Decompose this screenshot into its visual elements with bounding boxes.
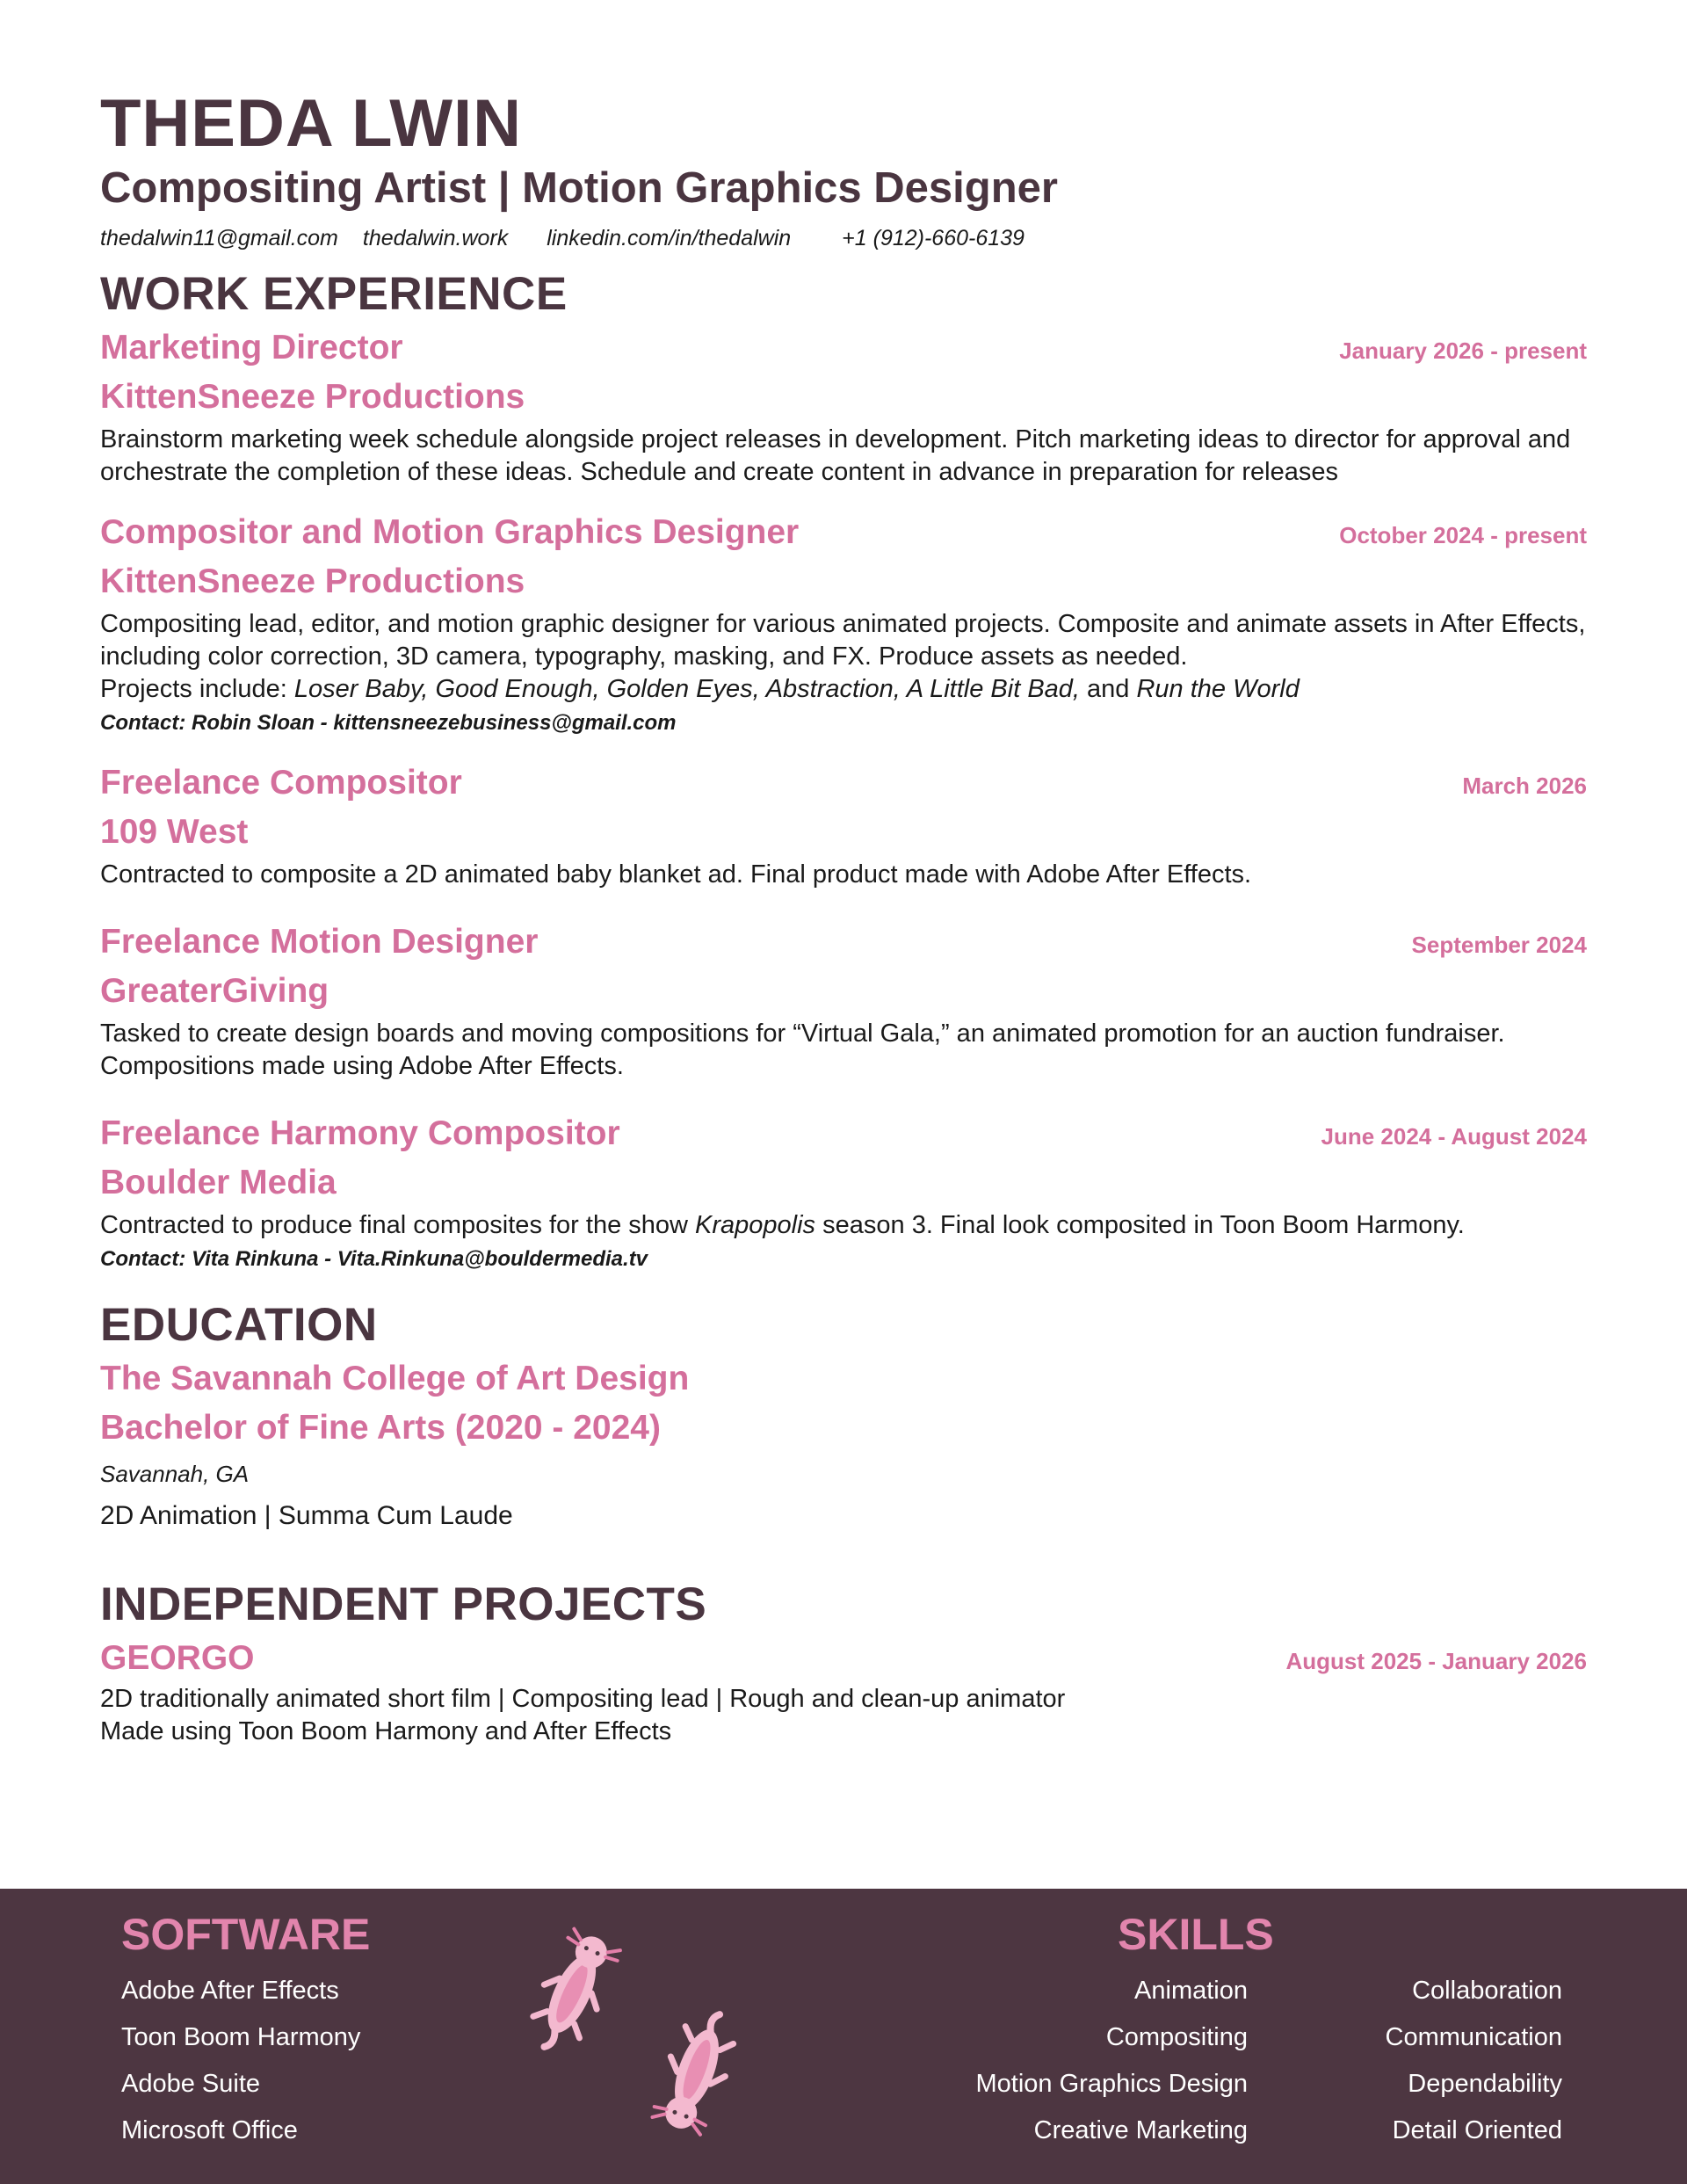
- job-entry: [100, 323, 1587, 489]
- job-header: [100, 758, 1587, 808]
- skills-column-2: [1386, 1968, 1562, 2154]
- job-projects: [100, 673, 1587, 706]
- software-item: Microsoft Office: [121, 2116, 298, 2144]
- job-entry: [100, 918, 1587, 1083]
- software-list: [121, 1968, 370, 2154]
- skill-item: Detail Oriented: [1392, 2116, 1562, 2144]
- project-date: August 2025 - January 2026: [1285, 1648, 1587, 1674]
- job-role: Freelance Harmony Compositor: [100, 1114, 620, 1152]
- resume-content: [100, 86, 1587, 1748]
- project-header: [100, 1634, 1587, 1683]
- footer-band: [0, 1889, 1687, 2184]
- phone-number: +1 (912)-660-6139: [842, 226, 1025, 250]
- software-item: Adobe Suite: [121, 2070, 261, 2098]
- job-role: Compositor and Motion Graphics Designer: [100, 513, 800, 551]
- skills-column-1: [976, 1968, 1248, 2154]
- job-header: [100, 323, 1587, 373]
- show-title: Krapopolis: [695, 1211, 816, 1239]
- job-entry: [100, 758, 1587, 891]
- job-contact: Contact: Vita Rinkuna - Vita.Rinkuna@bouldermedia.tv: [100, 1247, 648, 1271]
- job-date: January 2026 - present: [1339, 337, 1587, 364]
- job-date: October 2024 - present: [1339, 522, 1587, 548]
- software-heading: SOFTWARE: [121, 1910, 371, 1959]
- axolotl-illustration-top-icon: [525, 1924, 622, 2056]
- project-line-1: 2D traditionally animated short film | Compositing lead | Rough and clean-up animator: [100, 1685, 1066, 1713]
- degree: Bachelor of Fine Arts (2020 - 2024): [100, 1409, 661, 1447]
- job-description: Contracted to composite a 2D animated baby blanket ad. Final product made with Adobe After Effects.: [100, 860, 1252, 889]
- job-company: Boulder Media: [100, 1164, 337, 1201]
- skill-item: Animation: [1134, 1977, 1248, 2005]
- job-role: Marketing Director: [100, 329, 403, 366]
- job-date: June 2024 - August 2024: [1321, 1123, 1587, 1150]
- software-item: Adobe After Effects: [121, 1977, 339, 2005]
- linkedin-link[interactable]: linkedin.com/in/thedalwin: [547, 226, 792, 250]
- skill-item: Dependability: [1408, 2070, 1562, 2098]
- projects-list: Loser Baby, Good Enough, Golden Eyes, Abstraction, A Little Bit Bad,: [293, 675, 1080, 703]
- job-header: [100, 918, 1587, 967]
- project-name: GEORGO: [100, 1639, 255, 1677]
- job-entry: [100, 1109, 1587, 1275]
- desc-prefix: Contracted to produce final composites for the show: [100, 1211, 696, 1239]
- axolotl-illustration-bottom-icon: [648, 1999, 745, 2140]
- job-contact: Contact: Robin Sloan - kittensneezebusiness@gmail.com: [100, 711, 677, 735]
- school-location: Savannah, GA: [100, 1461, 250, 1487]
- skill-item: Communication: [1385, 2023, 1562, 2051]
- job-description: [100, 1209, 1587, 1242]
- job-header: [100, 508, 1587, 557]
- project-line-2: Made using Toon Boom Harmony and After Effects: [100, 1717, 672, 1745]
- skill-item: Creative Marketing: [1033, 2116, 1248, 2144]
- job-date: March 2026: [1462, 773, 1587, 799]
- job-company: 109 West: [100, 813, 249, 851]
- job-date: September 2024: [1411, 932, 1587, 958]
- job-description: Compositing lead, editor, and motion graphic designer for various animated projects. Composite and animate assets in After Effects, including color correction, 3D camera, typography, masking, and FX. Produce assets as needed.: [100, 610, 1586, 671]
- software-item: Toon Boom Harmony: [121, 2023, 361, 2051]
- education-details: 2D Animation | Summa Cum Laude: [100, 1501, 513, 1530]
- skill-item: Collaboration: [1412, 1977, 1562, 2005]
- job-entry: [100, 508, 1587, 739]
- skill-item: Compositing: [1105, 2023, 1248, 2051]
- job-title: Compositing Artist | Motion Graphics Designer: [100, 164, 1058, 212]
- job-role: Freelance Motion Designer: [100, 923, 539, 961]
- job-company: KittenSneeze Productions: [100, 378, 525, 416]
- software-section: [121, 1906, 370, 2154]
- desc-suffix: season 3. Final look composited in Toon Boom Harmony.: [815, 1211, 1465, 1239]
- job-role: Freelance Compositor: [100, 764, 462, 802]
- projects-and: and: [1079, 675, 1137, 703]
- school-name: The Savannah College of Art Design: [100, 1360, 690, 1397]
- independent-projects-heading: INDEPENDENT PROJECTS: [100, 1578, 707, 1630]
- email-link[interactable]: thedalwin11@gmail.com: [100, 226, 338, 250]
- job-company: KittenSneeze Productions: [100, 562, 525, 600]
- skill-item: Motion Graphics Design: [975, 2070, 1248, 2098]
- person-name: THEDA LWIN: [100, 86, 523, 161]
- job-company: GreaterGiving: [100, 972, 329, 1010]
- projects-prefix: Projects include:: [100, 675, 294, 703]
- contact-info: [100, 223, 1587, 253]
- job-description: Tasked to create design boards and moving compositions for “Virtual Gala,” an animated promotion for an auction fundraiser. Compositions made using Adobe After Effects.: [100, 1019, 1505, 1080]
- website-link[interactable]: thedalwin.work: [362, 226, 509, 250]
- work-experience-heading: WORK EXPERIENCE: [100, 268, 568, 320]
- job-description: Brainstorm marketing week schedule alongside project releases in development. Pitch marketing ideas to director for approval and orchestrate the completion of these ideas. Schedule and create content in advance in preparation for releases: [100, 425, 1571, 486]
- job-header: [100, 1109, 1587, 1158]
- skills-heading: SKILLS: [1118, 1910, 1274, 1959]
- education-heading: EDUCATION: [100, 1299, 378, 1351]
- projects-last: Run the World: [1136, 675, 1300, 703]
